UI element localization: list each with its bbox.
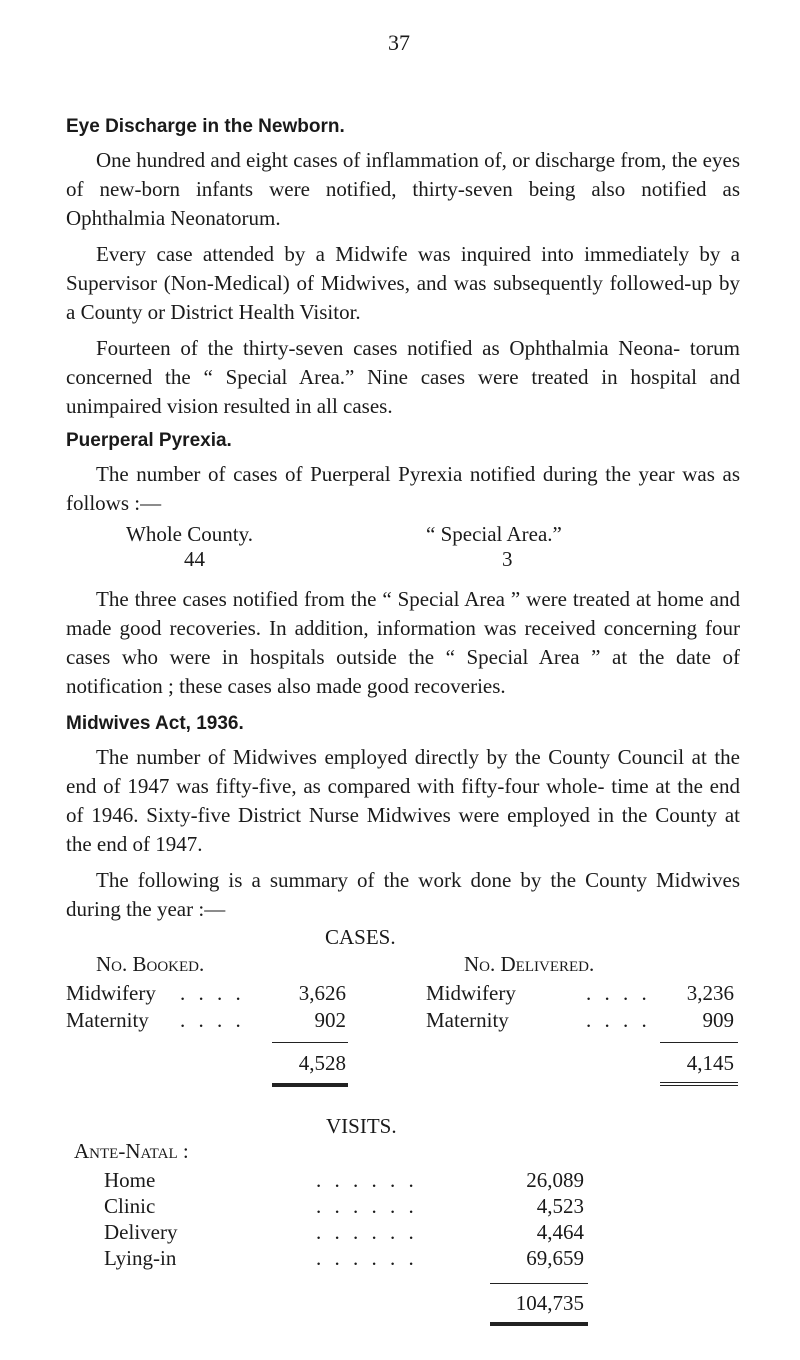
paragraph: One hundred and eight cases of inflammation of, or discharge from, the eyes of new-born infants were notified, thirty-seven being also notified as Ophthalmia Neonatorum. bbox=[66, 148, 740, 230]
row-value: 902 bbox=[314, 1008, 346, 1032]
row-value: 3,236 bbox=[686, 981, 734, 1005]
page-number: 37 bbox=[388, 30, 410, 55]
row-label: Delivery bbox=[104, 1220, 178, 1244]
row-label: Lying-in bbox=[104, 1246, 177, 1270]
special-area-value: 3 bbox=[502, 547, 513, 571]
paragraph: The number of cases of Puerperal Pyrexia notified during the year was as follows :— bbox=[66, 462, 740, 515]
leader-dots: . . . . bbox=[180, 981, 245, 1005]
paragraph: Every case attended by a Midwife was inquired into immediately by a Supervisor (Non-Medical) of Midwives, and was subsequently followed-up by a County or District Health Visitor. bbox=[66, 242, 740, 324]
row-value: 3,626 bbox=[298, 981, 346, 1005]
leader-dots: . . . . . . bbox=[316, 1194, 418, 1218]
leader-dots: . . . . . . bbox=[316, 1246, 418, 1270]
visits-title: VISITS. bbox=[326, 1114, 397, 1138]
total-rule bbox=[660, 1042, 738, 1043]
paragraph: The three cases notified from the “ Special Area ” were treated at home and made good recoveries. In addition, information was received concerning four cases who were in hospitals outside the “ Special Area ” at the date of notification ; these cases also made good recoveries. bbox=[66, 587, 740, 698]
total-underline bbox=[660, 1082, 738, 1086]
row-label: Midwifery bbox=[66, 981, 156, 1005]
leader-dots: . . . . . . bbox=[316, 1168, 418, 1192]
total-underline bbox=[272, 1083, 348, 1087]
booked-total: 4,528 bbox=[298, 1051, 346, 1075]
total-rule bbox=[272, 1042, 348, 1043]
leader-dots: . . . . . . bbox=[316, 1220, 418, 1244]
visits-total: 104,735 bbox=[515, 1291, 584, 1315]
special-area-label: “ Special Area.” bbox=[426, 522, 562, 546]
total-underline bbox=[490, 1322, 588, 1326]
section-heading-puerperal-pyrexia: Puerperal Pyrexia. bbox=[66, 430, 232, 451]
whole-county-value: 44 bbox=[184, 547, 205, 571]
row-label: Maternity bbox=[66, 1008, 149, 1032]
row-label: Maternity bbox=[426, 1008, 509, 1032]
row-value: 909 bbox=[702, 1008, 734, 1032]
row-label: Clinic bbox=[104, 1194, 156, 1218]
whole-county-label: Whole County. bbox=[126, 522, 253, 546]
delivered-total: 4,145 bbox=[686, 1051, 734, 1075]
row-value: 4,464 bbox=[536, 1220, 584, 1244]
leader-dots: . . . . bbox=[586, 1008, 651, 1032]
row-value: 4,523 bbox=[536, 1194, 584, 1218]
row-label: Midwifery bbox=[426, 981, 516, 1005]
row-value: 26,089 bbox=[526, 1168, 584, 1192]
row-label: Home bbox=[104, 1168, 156, 1192]
section-heading-eye-discharge: Eye Discharge in the Newborn. bbox=[66, 116, 345, 137]
total-rule bbox=[490, 1283, 588, 1284]
leader-dots: . . . . bbox=[586, 981, 651, 1005]
cases-title: CASES. bbox=[325, 925, 396, 949]
booked-header: No. Booked. bbox=[96, 952, 205, 976]
delivered-header: No. Delivered. bbox=[464, 952, 595, 976]
paragraph: The number of Midwives employed directly by the County Council at the end of 1947 was fifty-five, as compared with fifty-four whole- time at the end of 1946. Sixty-five District Nurse Midwives were employed in the County at the end of 1947. bbox=[66, 745, 740, 856]
paragraph: The following is a summary of the work done by the County Midwives during the year :— bbox=[66, 868, 740, 921]
leader-dots: . . . . bbox=[180, 1008, 245, 1032]
row-value: 69,659 bbox=[526, 1246, 584, 1270]
ante-natal-header: Ante-Natal : bbox=[74, 1139, 189, 1163]
section-heading-midwives-act: Midwives Act, 1936. bbox=[66, 713, 244, 734]
paragraph: Fourteen of the thirty-seven cases notified as Ophthalmia Neona- torum concerned the “ Special Area.” Nine cases were treated in hospital and unimpaired vision resulted in all cases. bbox=[66, 336, 740, 418]
